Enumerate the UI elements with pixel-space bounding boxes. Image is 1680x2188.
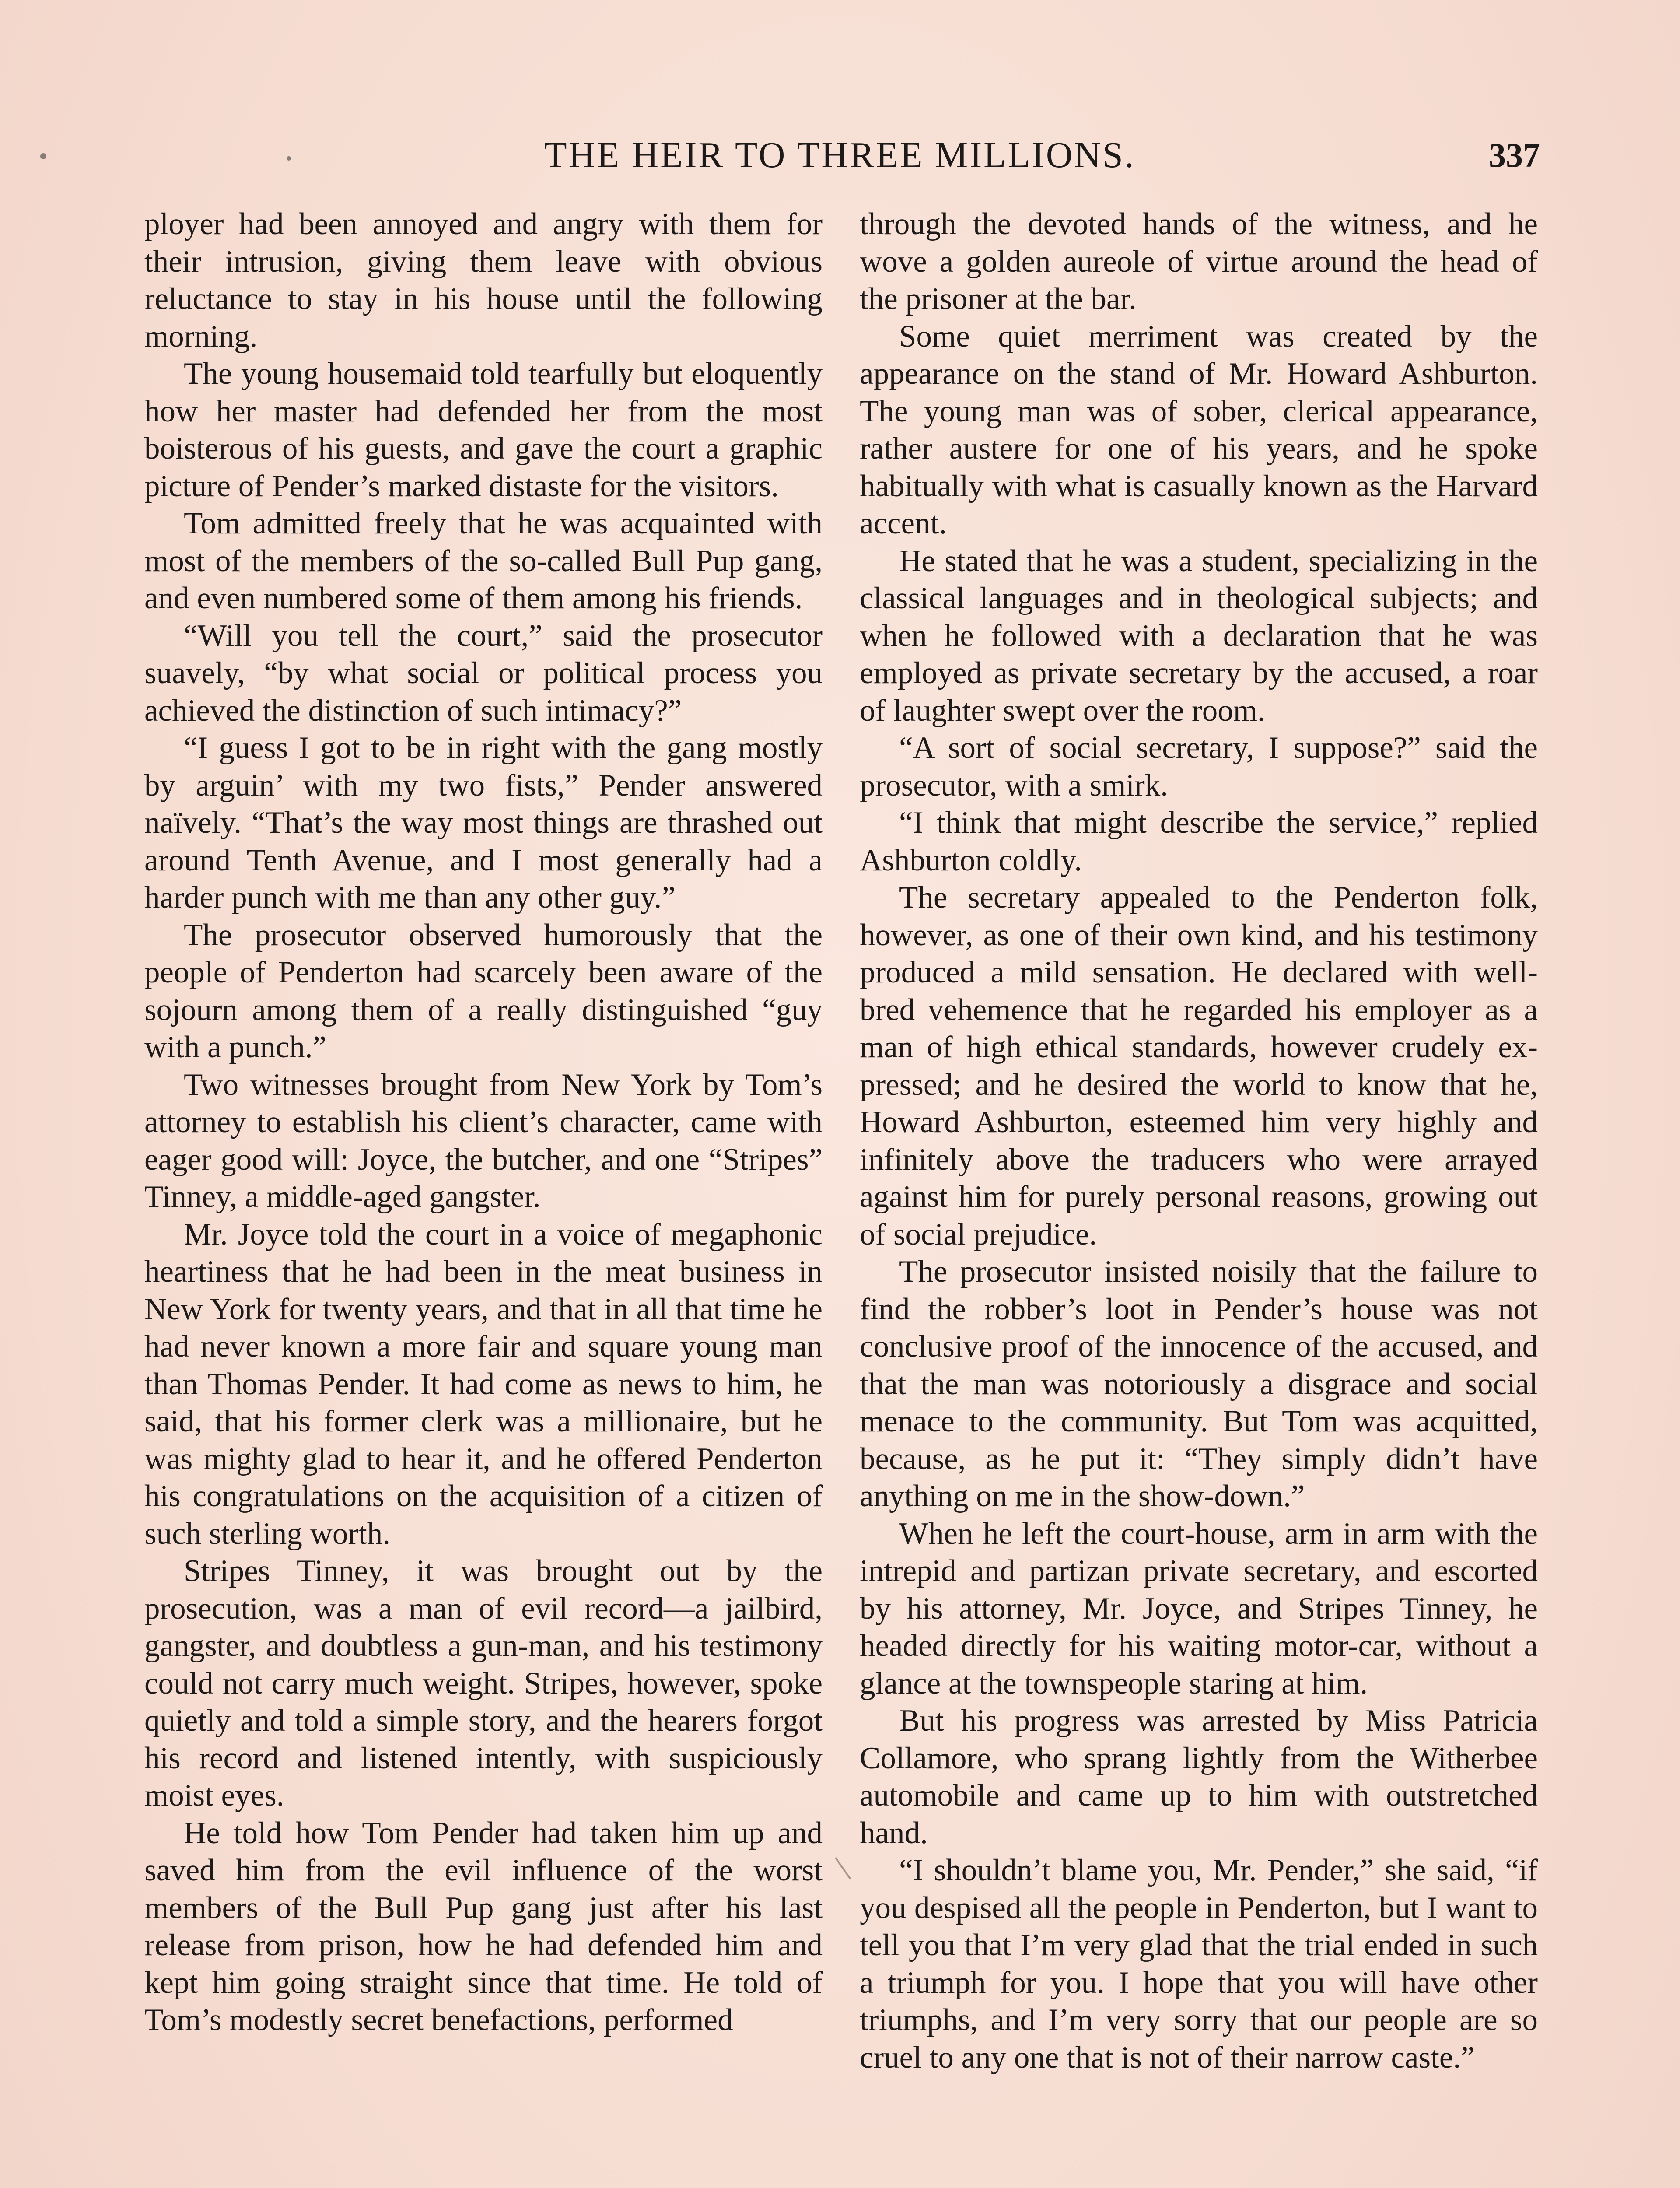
paragraph: “I guess I got to be in right with the gang mostly by arguin’ with my two fists,” Pender answered naïvely. “That’s the way most things are thrashed out around Tenth Avenue, and I most generally had a harder punch with me than any other guy.” xyxy=(144,731,822,915)
paragraph: ployer had been annoyed and angry with them for their intrusion, giving them leave with obvious reluctance to stay in his house until the following morning. xyxy=(144,207,822,354)
paragraph: When he left the court-house, arm in arm with the intrepid and partizan private secretary, and escorted by his attorney, Mr. Joyce, and Stripes Tinney, he headed directly for his waiting motor-car, without a glance at the townspeople staring at him. xyxy=(860,1516,1538,1701)
left-column xyxy=(144,206,822,2188)
paragraph: Tom admitted freely that he was acquainted with most of the members of the so-called Bull Pup gang, and even numbered some of them among his friends. xyxy=(144,506,822,615)
paragraph: “I think that might describe the service,” replied Ashburton coldly. xyxy=(860,806,1538,877)
paragraph: Mr. Joyce told the court in a voice of megaphonic heartiness that he had been in the meat business in New York for twenty years, and that in all that time he had never known a more fair and square young man than Thomas Pender. It had come as news to him, he said, that his former clerk was a millionaire, but he was mighty glad to hear it, and he offered Penderton his congratulations on the acquisition of a citizen of such sterling worth. xyxy=(144,1217,822,1551)
margin-dot xyxy=(40,153,46,159)
paragraph: The prosecutor insisted noisily that the failure to find the robber’s loot in Pender’s house was not conclusive proof of the innocence of the accused, and that the man was notoriously a disgrace and social menace to the community. But Tom was acquitted, because, as he put it: “They simply didn’t have anything on me in the show-down.” xyxy=(860,1255,1538,1513)
header-title: THE HEIR TO THREE MILLIONS. xyxy=(544,135,1136,175)
right-column xyxy=(860,206,1538,2188)
paragraph: “Will you tell the court,” said the prosecutor suavely, “by what social or political process you achieved the distinction of such intimacy?” xyxy=(144,618,822,728)
paragraph: He told how Tom Pender had taken him up and saved him from the evil influence of the worst members of the Bull Pup gang just after his last release from prison, how he had defended him and kept him going straight since that time. He told of Tom’s modestly secret benefactions, performed xyxy=(144,1816,822,2037)
paragraph: Stripes Tinney, it was brought out by the prosecution, was a man of evil record—a jailbird, gangster, and doubtless a gun-man, and his testimony could not carry much weight. Stripes, however, spoke quietly and told a simple story, and the hearers forgot his record and listened intently, with suspiciously moist eyes. xyxy=(144,1554,822,1813)
paragraph: The prosecutor observed humorously that the people of Penderton had scarcely been aware of the sojourn among them of a really distinguished “guy with a punch.” xyxy=(144,918,822,1064)
paragraph: “A sort of social secretary, I suppose?” said the prosecutor, with a smirk. xyxy=(860,731,1538,803)
running-header xyxy=(140,131,1540,179)
paragraph: The young housemaid told tearfully but eloquently how her master had defended her from the most boisterous of his guests, and gave the court a graphic picture of Pender’s marked distaste for the visitors. xyxy=(144,357,822,503)
page-number: 337 xyxy=(1489,136,1540,174)
paragraph: “I shouldn’t blame you, Mr. Pender,” she said, “if you despised all the people in Penderton, but I want to tell you that I’m very glad that the trial ended in such a triumph for you. I hope that you will have other triumphs, and I’m very sorry that our people are so cruel to any one that is not of their narrow caste.” xyxy=(860,1853,1538,2075)
paragraph: Two witnesses brought from New York by Tom’s attorney to establish his client’s character, came with eager good will: Joyce, the butcher, and one “Stripes” Tinney, a middle-aged gangster. xyxy=(144,1067,822,1214)
paragraph: He stated that he was a student, specializing in the classical languages and in theological subjects; and when he followed with a declaration that he was employed as private secretary by the accused, a roar of laughter swept over the room. xyxy=(860,543,1538,728)
paragraph: through the devoted hands of the witness, and he wove a golden aureole of virtue around the head of the prisoner at the bar. xyxy=(860,207,1538,316)
stray-mark xyxy=(835,1857,851,1879)
paragraph: The secretary appealed to the Penderton folk, however, as one of their own kind, and his testimony produced a mild sensation. He declared with well-bred vehemence that he regarded his employer as a man of high ethical standards, however crudely expressed; and he desired the world to know that he, Howard Ashburton, esteemed him very highly and infinitely above the traducers who were arrayed against him for purely personal reasons, growing out of social prejudice. xyxy=(860,880,1538,1252)
paragraph: Some quiet merriment was created by the appearance on the stand of Mr. Howard Ashburton. The young man was of sober, clerical appearance, rather austere for one of his years, and he spoke habitually with what is casually known as the Harvard accent. xyxy=(860,319,1538,540)
paragraph: But his progress was arrested by Miss Patricia Collamore, who sprang lightly from the Witherbee automobile and came up to him with outstretched hand. xyxy=(860,1704,1538,1850)
